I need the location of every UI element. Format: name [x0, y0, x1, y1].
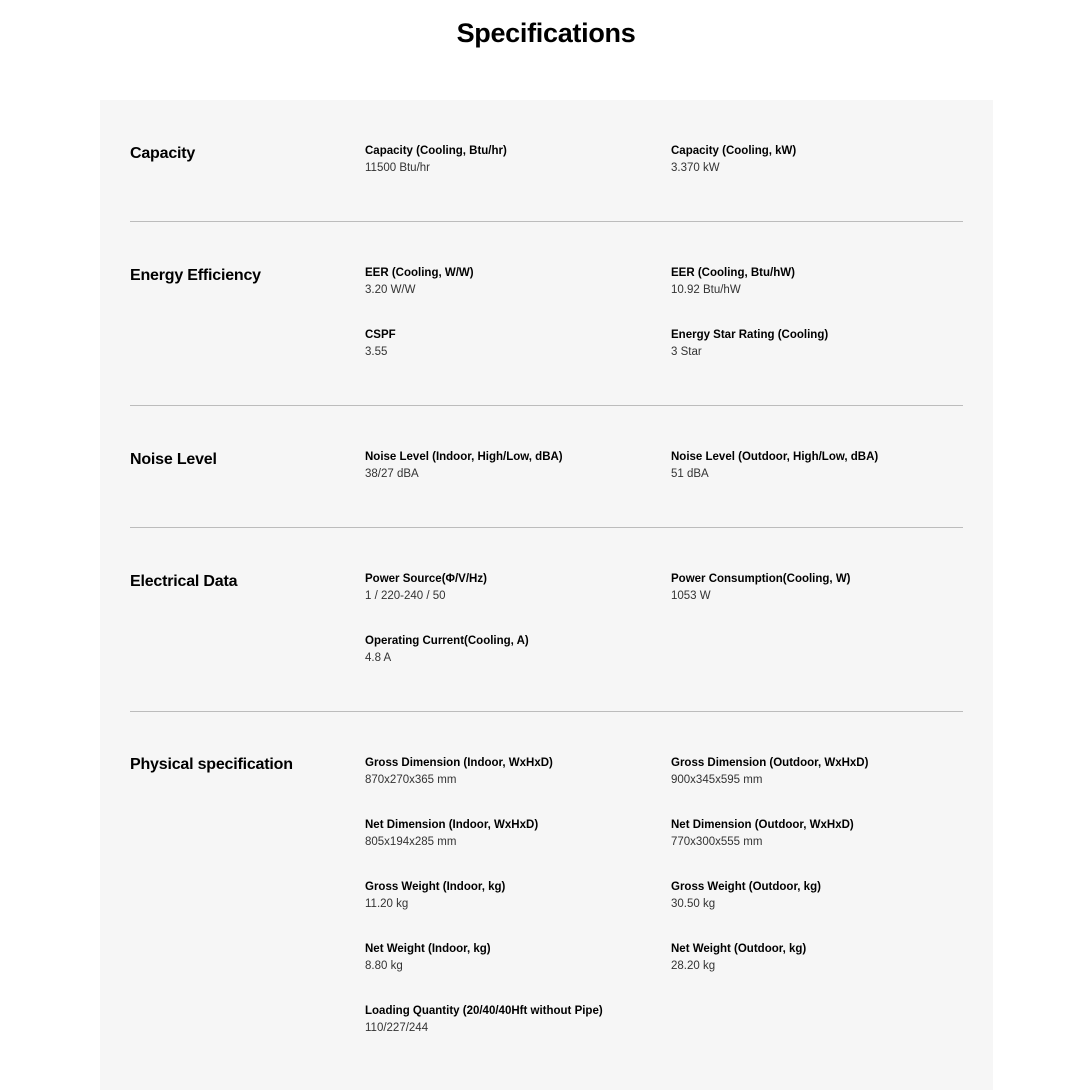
spec-label: Power Consumption(Cooling, W) — [671, 573, 851, 585]
section-title-electrical-data: Electrical Data — [130, 573, 238, 590]
spec-value: 28.20 kg — [671, 960, 716, 972]
spec-label: Gross Dimension (Outdoor, WxHxD) — [671, 757, 869, 769]
spec-item — [671, 327, 971, 361]
spec-label: Noise Level (Outdoor, High/Low, dBA) — [671, 451, 879, 463]
spec-label: EER (Cooling, W/W) — [365, 267, 474, 279]
spec-item — [365, 1003, 685, 1037]
spec-item — [671, 941, 971, 975]
spec-item — [671, 449, 971, 483]
spec-label: Power Source(Φ/V/Hz) — [365, 573, 487, 585]
spec-value: 8.80 kg — [365, 960, 403, 972]
spec-item — [671, 755, 971, 789]
spec-value: 4.8 A — [365, 652, 392, 664]
spec-label: Net Dimension (Indoor, WxHxD) — [365, 819, 539, 831]
spec-label: Net Weight (Outdoor, kg) — [671, 943, 807, 955]
spec-label: Capacity (Cooling, Btu/hr) — [365, 145, 507, 157]
section-title-energy-efficiency: Energy Efficiency — [130, 267, 261, 284]
section-noise-level — [130, 406, 963, 528]
spec-value: 30.50 kg — [671, 898, 716, 910]
section-physical-specification — [130, 712, 963, 1082]
spec-value: 110/227/244 — [365, 1022, 429, 1034]
spec-item — [671, 571, 971, 605]
spec-label: Operating Current(Cooling, A) — [365, 635, 529, 647]
spec-value: 3.20 W/W — [365, 284, 416, 296]
section-title-capacity: Capacity — [130, 145, 196, 162]
section-electrical-data — [130, 528, 963, 712]
spec-label: Energy Star Rating (Cooling) — [671, 329, 829, 341]
spec-item — [365, 633, 665, 667]
spec-item — [365, 755, 665, 789]
spec-value: 51 dBA — [671, 468, 709, 480]
spec-item — [365, 327, 665, 361]
spec-label: Net Dimension (Outdoor, WxHxD) — [671, 819, 854, 831]
spec-value: 38/27 dBA — [365, 468, 419, 480]
section-title-physical-specification: Physical specification — [130, 756, 293, 773]
spec-item — [365, 941, 665, 975]
page-title: Specifications — [456, 18, 636, 48]
section-capacity — [130, 100, 963, 222]
spec-label: Gross Dimension (Indoor, WxHxD) — [365, 757, 553, 769]
spec-value: 10.92 Btu/hW — [671, 284, 741, 296]
spec-value: 1053 W — [671, 590, 711, 602]
spec-item — [365, 817, 665, 851]
spec-item — [671, 879, 971, 913]
spec-label: EER (Cooling, Btu/hW) — [671, 267, 795, 279]
section-energy-efficiency — [130, 222, 963, 406]
spec-value: 11500 Btu/hr — [365, 162, 431, 174]
spec-item — [365, 265, 665, 299]
spec-label: Net Weight (Indoor, kg) — [365, 943, 491, 955]
spec-value: 770x300x555 mm — [671, 836, 763, 848]
spec-label: Loading Quantity (20/40/40Hft without Pipe) — [365, 1005, 603, 1017]
spec-value: 3.370 kW — [671, 162, 720, 174]
spec-label: CSPF — [365, 329, 396, 341]
spec-value: 1 / 220-240 / 50 — [365, 590, 446, 602]
spec-item — [365, 449, 665, 483]
spec-item — [671, 265, 971, 299]
spec-label: Capacity (Cooling, kW) — [671, 145, 797, 157]
spec-item — [671, 817, 971, 851]
spec-value: 805x194x285 mm — [365, 836, 457, 848]
spec-value: 870x270x365 mm — [365, 774, 457, 786]
specifications-panel — [100, 100, 993, 1090]
section-title-noise-level: Noise Level — [130, 451, 217, 468]
spec-item — [365, 879, 665, 913]
spec-value: 3 Star — [671, 346, 702, 358]
spec-label: Gross Weight (Outdoor, kg) — [671, 881, 821, 893]
spec-label: Noise Level (Indoor, High/Low, dBA) — [365, 451, 563, 463]
spec-value: 3.55 — [365, 346, 388, 358]
spec-value: 900x345x595 mm — [671, 774, 763, 786]
spec-item — [671, 143, 971, 177]
spec-label: Gross Weight (Indoor, kg) — [365, 881, 506, 893]
spec-value: 11.20 kg — [365, 898, 409, 910]
spec-item — [365, 571, 665, 605]
spec-item — [365, 143, 665, 177]
